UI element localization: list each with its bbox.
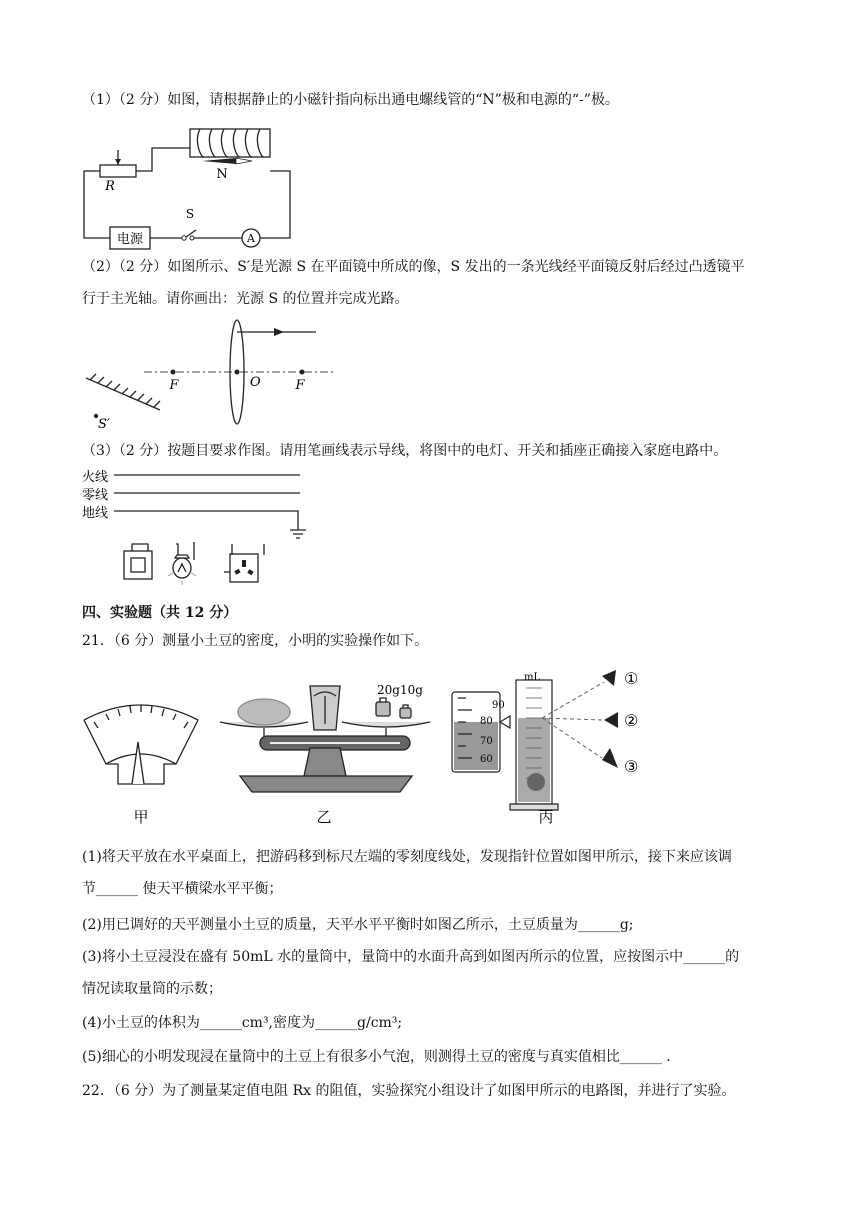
question-20-1-text: （1）（2 分）如图，请根据静止的小磁针指向标出通电螺线管的“N”极和电源的“-”极。 xyxy=(82,92,619,108)
ammeter-label: A xyxy=(247,232,255,245)
section-4-heading: 四、实验题（共 12 分） xyxy=(82,605,238,621)
weight-10g-label: 10g xyxy=(400,683,423,697)
density-experiment-figure xyxy=(80,664,680,830)
image-point-label: S′ xyxy=(98,417,110,432)
scale-mark-60: 60 xyxy=(480,754,493,765)
step-5-text: (5)细心的小明发现浸在量筒中的土豆上有很多小气泡，则测得土豆的密度与真实值相比______ . xyxy=(82,1049,671,1065)
three-pin-socket-icon xyxy=(234,560,253,575)
question-20-3-text: （3）（2 分）按题目要求作图。请用笔画线表示导线，将图中的电灯、开关和插座正确接入家庭电路中。 xyxy=(82,443,728,459)
optical-center-label: O xyxy=(250,375,261,390)
cylinder-unit-label: mL xyxy=(524,672,541,683)
live-wire-label: 火线 xyxy=(82,470,109,485)
focus-right-label: F xyxy=(295,378,305,393)
figure-bing-label: 丙 xyxy=(538,808,554,826)
figure-jia-label: 甲 xyxy=(133,808,149,826)
eye-position-3: ③ xyxy=(624,757,639,776)
plane-mirror-icon xyxy=(86,374,160,410)
question-20-2-line1: （2）（2 分）如图所示、S′是光源 S 在平面镜中所成的像，S 发出的一条光线经平面镜反射后经过凸透镜平 xyxy=(82,259,745,275)
question-20-2-line2: 行于主光轴。请你画出：光源 S 的位置并完成光路。 xyxy=(82,291,409,307)
figure-yi-label: 乙 xyxy=(316,808,332,826)
step-3-line2: 情况读取量筒的示数； xyxy=(82,981,222,997)
scale-mark-70: 70 xyxy=(480,736,493,747)
ground-wire-label: 地线 xyxy=(82,506,109,521)
mirror-lens-figure xyxy=(84,318,344,436)
graduated-cylinder-icon xyxy=(452,680,558,810)
eye-position-2: ② xyxy=(624,711,639,730)
needle-n-label: N xyxy=(216,167,228,182)
scale-mark-80: 80 xyxy=(480,716,493,727)
rheostat-label: R xyxy=(105,179,115,194)
switch-label: S xyxy=(185,207,195,221)
power-source-label: 电源 xyxy=(116,232,144,247)
step-1-line2: 节______ 使天平横梁水平平衡； xyxy=(82,881,283,897)
neutral-wire-label: 零线 xyxy=(82,488,109,503)
eye-position-1: ① xyxy=(624,669,639,688)
step-1-line1: (1)将天平放在水平桌面上，把游码移到标尺左端的零刻度线处，发现指针位置如图甲所示，接下来应该调 xyxy=(82,849,732,865)
eye-icon xyxy=(602,670,618,768)
rheostat-slider-icon xyxy=(115,159,121,165)
scale-mark-90: 90 xyxy=(492,700,505,711)
step-4-text: (4)小土豆的体积为______cm³,密度为______g/cm³; xyxy=(82,1015,403,1031)
weight-20g-label: 20g xyxy=(377,683,400,697)
question-21-text: 21．（6 分）测量小土豆的密度，小明的实验操作如下。 xyxy=(82,633,429,649)
solenoid-circuit-figure xyxy=(80,126,300,247)
pointer-dial-icon xyxy=(84,705,198,784)
step-3-line1: (3)将小土豆浸没在盛有 50mL 水的量筒中，量筒中的水面升高到如图丙所示的位置，应按图示中______的 xyxy=(82,949,740,965)
question-22-text: 22．（6 分）为了测量某定值电阻 Rx 的阻值，实验探究小组设计了如图甲所示的电路图，并进行了实验。 xyxy=(82,1083,736,1099)
household-circuit-figure xyxy=(80,464,320,588)
step-2-text: (2)用已调好的天平测量小土豆的质量，天平水平平衡时如图乙所示，土豆质量为______g; xyxy=(82,917,634,933)
focus-left-label: F xyxy=(169,378,179,393)
balance-scale-icon xyxy=(220,686,430,792)
